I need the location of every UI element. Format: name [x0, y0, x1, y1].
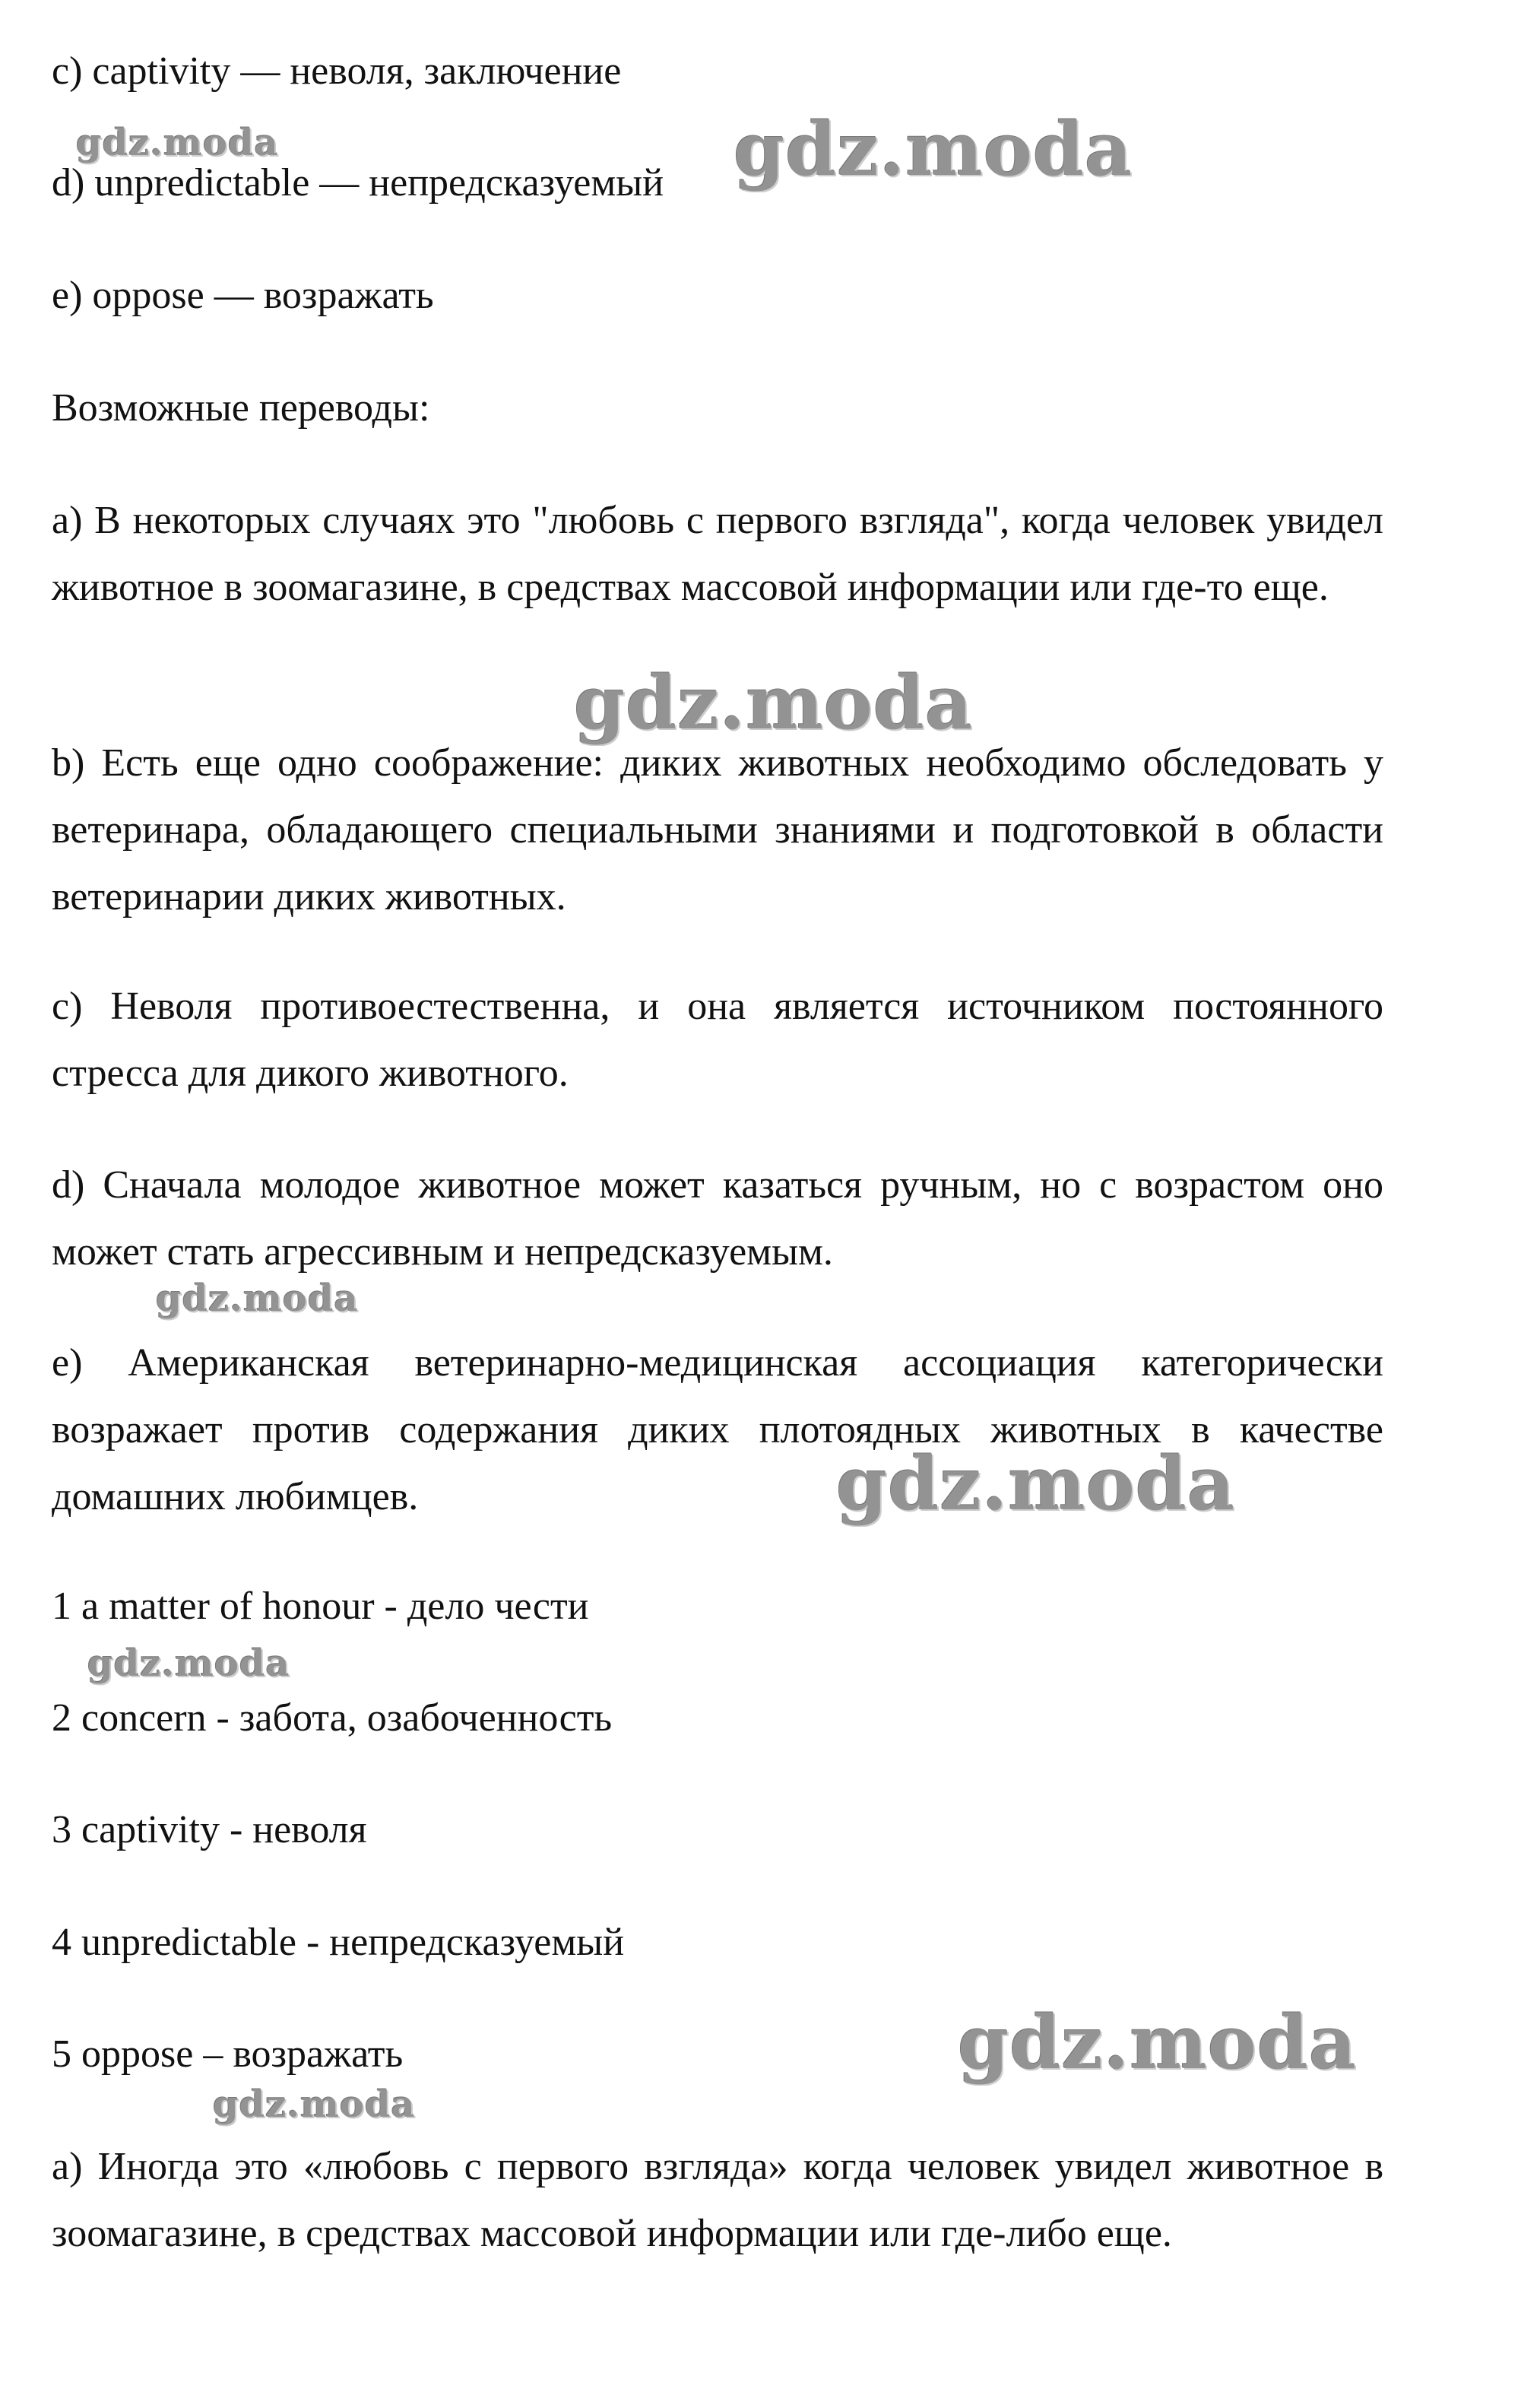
vocab-line-d: d) unpredictable — непредсказуемый: [52, 161, 664, 205]
paragraph-a: a) В некоторых случаях это "любовь с первого взгляда", когда человек увидел животное в зоомагазине, в средствах массовой информации или где-то еще.: [52, 499, 1383, 609]
glossary-item-4: 4 unpredictable - непредсказуемый: [52, 1921, 625, 1964]
paragraph-d: d) Сначала молодое животное может казаться ручным, но с возрастом оно может стать агрессивным и непредсказуемым.: [52, 1163, 1383, 1274]
vocab-line-e: e) oppose — возражать: [52, 274, 434, 317]
paragraph-e: e) Американская ветеринарно-медицинская ассоциация категорически возражает против содержания диких плотоядных животных в качестве домашних любимцев.: [52, 1341, 1383, 1518]
watermark: gdz.moda: [734, 106, 1133, 192]
glossary-item-5: 5 oppose – возражать: [52, 2032, 404, 2076]
glossary-item-3: 3 captivity - неволя: [52, 1808, 367, 1851]
watermark: gdz.moda: [76, 122, 279, 164]
watermark: gdz.moda: [958, 2000, 1358, 2086]
paragraph-c: c) Неволя противоестественна, и она является источником постоянного стресса для дикого животного.: [52, 985, 1383, 1095]
watermark: gdz.moda: [156, 1277, 359, 1320]
final-paragraph: a) Иногда это «любовь с первого взгляда» когда человек увидел животное в зоомагазине, в средствах массовой информации или где-либо еще.: [52, 2145, 1383, 2255]
paragraph-b: b) Есть еще одно соображение: диких животных необходимо обследовать у ветеринара, обладающего специальными знаниями и подготовкой в области ветеринарии диких животных.: [52, 741, 1383, 918]
watermark: gdz.moda: [213, 2083, 416, 2126]
watermark: gdz.moda: [836, 1441, 1236, 1527]
glossary-item-2: 2 concern - забота, озабоченность: [52, 1696, 613, 1740]
vocab-line-c: c) captivity — неволя, заключение: [52, 49, 622, 93]
glossary-item-1: 1 a matter of honour - дело чести: [52, 1585, 589, 1628]
watermark: gdz.moda: [87, 1642, 290, 1685]
watermark: gdz.moda: [574, 660, 974, 746]
translations-heading: Возможные переводы:: [52, 386, 430, 430]
